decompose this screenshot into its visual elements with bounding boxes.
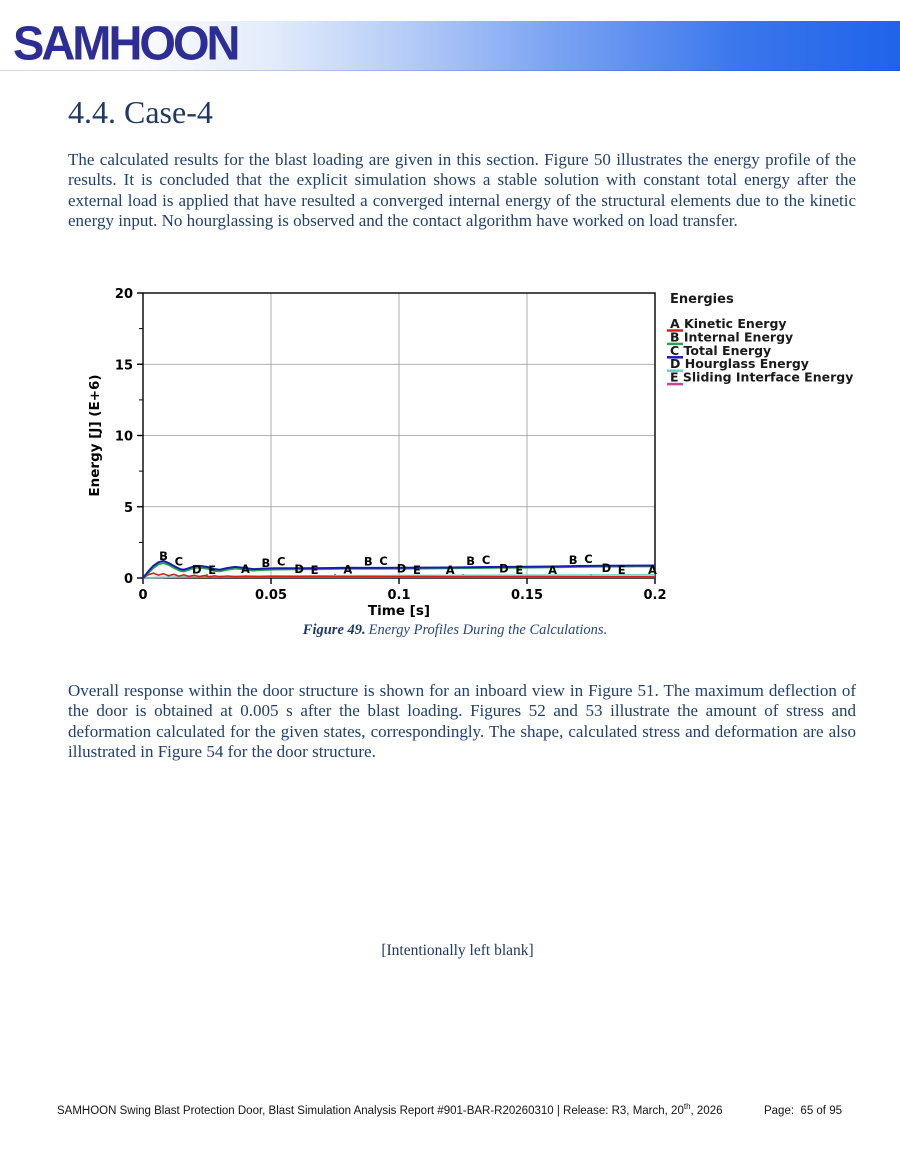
energy-chart: [85, 283, 860, 623]
svg-text:C: C: [481, 553, 491, 568]
svg-text:C: C: [277, 554, 286, 569]
svg-text:D Hourglass Energy: D Hourglass Energy: [670, 356, 809, 372]
svg-text:A: A: [240, 562, 250, 577]
paragraph-energy-profile: The calculated results for the blast loading are given in this section. Figure 50 illustrates the energy profile of the results. It is concluded that the explicit simulation shows a stable solution with constant total energy after the external load is applied that have resulted a converged internal energy of the structural elements due to the kinetic energy input. No hourglassing is observed and the contact algorithm have worked on load transfer.: [68, 150, 856, 230]
figure-caption-label: Figure 49.: [302, 622, 366, 638]
svg-text:B: B: [159, 549, 168, 564]
intentionally-blank-note: [Intentionally left blank]: [381, 942, 534, 959]
svg-text:D: D: [499, 561, 509, 576]
figure-caption: [85, 622, 825, 639]
svg-text:D: D: [601, 561, 612, 576]
footer-doc-tail: , 2026: [690, 1104, 723, 1117]
energy-chart-svg: [85, 283, 860, 623]
svg-text:A: A: [445, 562, 455, 577]
svg-text:10: 10: [114, 429, 133, 445]
svg-text:C: C: [584, 551, 593, 566]
svg-text:E: E: [208, 563, 217, 578]
svg-text:C Total Energy: C Total Energy: [670, 342, 772, 358]
svg-text:D: D: [294, 561, 304, 576]
svg-text:Energy [J] (E+6): Energy [J] (E+6): [87, 374, 103, 497]
svg-text:B: B: [466, 554, 476, 569]
svg-text:A: A: [548, 562, 558, 577]
svg-text:E: E: [617, 563, 626, 578]
svg-text:E: E: [515, 563, 524, 578]
footer-doc-text: SAMHOON Swing Blast Protection Door, Blast Simulation Analysis Report #901-BAR-R20260310 | Release: R3, March, 20: [57, 1104, 684, 1117]
svg-text:C: C: [379, 553, 388, 568]
svg-text:0: 0: [123, 572, 133, 587]
svg-text:Time [s]: Time [s]: [367, 603, 431, 619]
svg-text:Energies: Energies: [670, 292, 734, 307]
page-footer: [57, 1102, 842, 1117]
svg-text:B Internal Energy: B Internal Energy: [670, 329, 794, 345]
samhoon-logo: SAMHOON: [13, 15, 238, 70]
svg-text:E Sliding Interface Energy: E Sliding Interface Energy: [670, 369, 854, 385]
svg-text:B: B: [261, 555, 271, 570]
section-heading: 4.4. Case-4: [68, 94, 213, 130]
svg-text:0.15: 0.15: [510, 588, 544, 603]
svg-text:D: D: [396, 561, 407, 576]
svg-text:0.05: 0.05: [254, 588, 288, 603]
svg-text:0: 0: [138, 588, 148, 603]
svg-text:C: C: [174, 554, 184, 569]
svg-text:20: 20: [114, 287, 133, 302]
footer-doc-sup: th: [683, 1102, 691, 1111]
svg-text:D: D: [191, 562, 202, 577]
paragraph-overall-response: Overall response within the door structure is shown for an inboard view in Figure 51. The maximum deflection of the door is obtained at 0.005 s after the blast loading. Figures 52 and 53 illustrate the amount of stress and deformation calculated for the given states, correspondingly. The shape, calculated stress and deformation are also illustrated in Figure 54 for the door structure.: [68, 681, 856, 761]
svg-text:0.2: 0.2: [643, 588, 667, 603]
svg-text:B: B: [568, 552, 578, 567]
svg-text:A: A: [647, 562, 657, 577]
svg-text:5: 5: [123, 500, 133, 516]
svg-text:15: 15: [114, 358, 133, 374]
svg-text:B: B: [363, 554, 373, 569]
footer-document-info: [57, 1102, 723, 1117]
svg-text:A Kinetic Energy: A Kinetic Energy: [670, 316, 787, 331]
svg-text:A: A: [343, 562, 353, 577]
figure-caption-text: Energy Profiles During the Calculations.: [368, 622, 608, 638]
svg-text:0.1: 0.1: [387, 588, 411, 603]
svg-text:E: E: [310, 563, 319, 578]
svg-text:E: E: [412, 563, 421, 578]
footer-page-number: Page: 65 of 95: [763, 1104, 842, 1117]
